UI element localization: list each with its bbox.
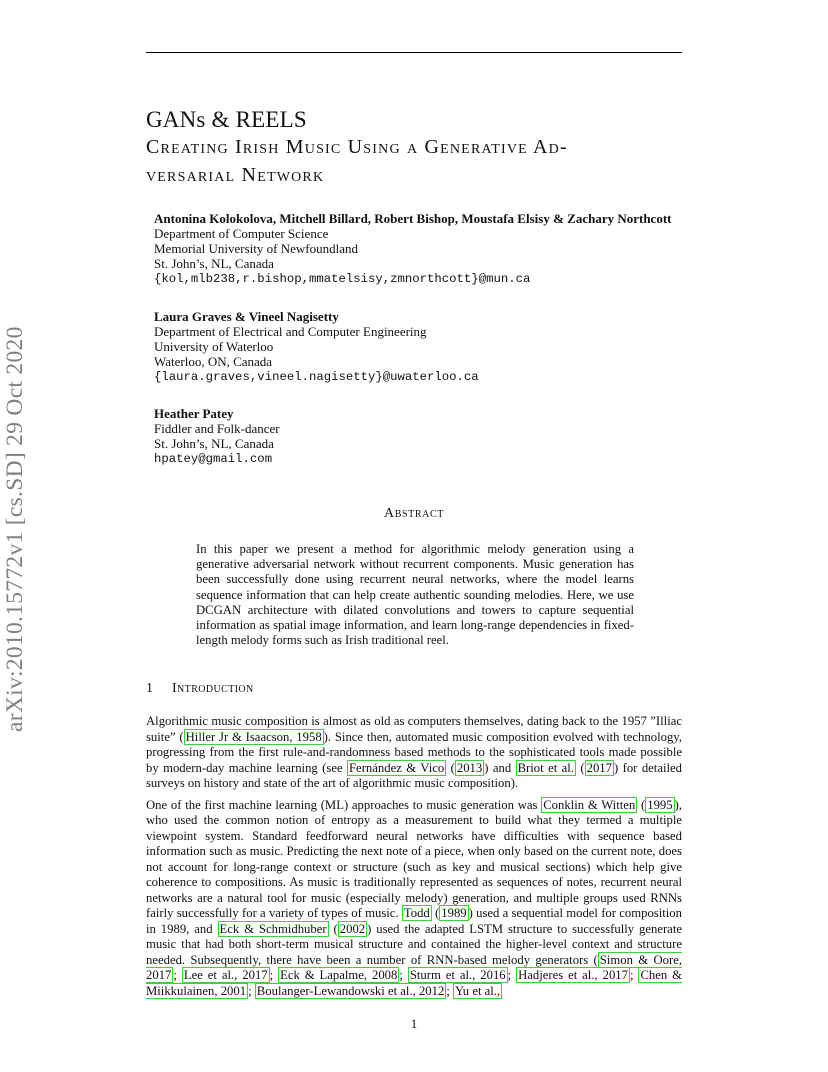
affiliation-line: Fiddler and Folk-dancer: [154, 421, 280, 436]
citation-link[interactable]: Boulanger-Lewandowski et al., 2012: [256, 983, 445, 998]
citation-link[interactable]: Fernández & Vico: [349, 760, 445, 775]
author-names: Heather Patey: [154, 406, 234, 421]
citation-link[interactable]: Conklin & Witten: [543, 797, 636, 812]
affiliation-line: Department of Computer Science: [154, 226, 329, 241]
citation-link[interactable]: Eck & Lapalme, 2008: [280, 968, 398, 982]
citation-link[interactable]: Chen & Miikkulainen, 2001: [146, 968, 683, 998]
affiliation-line: St. John’s, NL, Canada: [154, 256, 274, 271]
title-line-2: Creating Irish Music Using a Generative Ad-: [146, 136, 568, 158]
affiliation-line: University of Waterloo: [154, 339, 274, 354]
page-number: 1: [410, 1016, 418, 1031]
affiliation-line: St. John’s, NL, Canada: [154, 436, 274, 451]
citation-link[interactable]: Hadjeres et al., 2017: [518, 968, 628, 982]
author-group-1: [154, 211, 714, 287]
paragraph: Algorithmic music composition is almost as old as computers themselves, dating back to the 1957 ”Illiac suite” ( Hiller Jr & Isaacson, 1958 ). Since then, automated music composition evolved with technology, progressing from the first rule-and-randomness based methods to the sophisticated tools made possible by modern-day machine learning (see Fernández & Vico ( 2013 ) and Briot et al. ( 2017 ) for detailed surveys on history and state of the art of algorithmic music composition).: [146, 714, 682, 790]
author-email[interactable]: hpatey@gmail.com: [154, 452, 273, 466]
citation-link[interactable]: Todd: [403, 906, 430, 920]
citation-link[interactable]: 1995: [647, 797, 673, 812]
citation-link[interactable]: 2017: [586, 760, 612, 775]
section-title: Introduction: [172, 681, 254, 696]
citation-link[interactable]: 2002: [339, 921, 366, 936]
citation-link[interactable]: Simon & Oore, 2017: [146, 952, 682, 982]
author-names: Laura Graves & Vineel Nagisetty: [154, 309, 339, 324]
abstract-text: In this paper we present a method for algorithmic melody generation using a generative adversarial network without recurrent components. Music generation has been successfully done using recurrent neural networks, where the model learns sequence information that can help create authentic sounding melodies. Here, we use DCGAN architecture with dilated convolutions and towers to capture sequential information as spatial image information, and learn long-range dependencies in fixed-length melody forms such as Irish traditional reel.: [196, 542, 634, 648]
affiliation-line: Memorial University of Newfoundland: [154, 241, 358, 256]
title-line-3: versarial Network: [146, 164, 325, 186]
citation-link[interactable]: Sturm et al., 2016: [409, 968, 506, 982]
author-group-2: [154, 309, 714, 385]
citation-link[interactable]: 2013: [456, 760, 483, 775]
paper-title: [146, 106, 706, 189]
body-text: [146, 714, 682, 1005]
abstract-heading: Abstract: [384, 506, 444, 521]
paragraph: One of the first machine learning (ML) approaches to music generation was Conklin & Witten ( 1995 ), who used the common notion of entropy as a measurement to build what they termed a multiple viewpoint system. Standard feedforward neural networks have difficulties with sequence based information such as music. Predicting the next note of a piece, when only based on the current note, does not account for long-range context or structure (such as key and musical sections) which help give coherence to compositions. As music is traditionally represented as sequences of notes, recurrent neural networks are a natural tool for music (especially melody) generation, and multiple groups used RNNs fairly successfully for a variety of types of music. Todd ( 1989 ) used a sequential model for composition in 1989, and Eck & Schmidhuber ( 2002 ) used the adapted LSTM structure to successfully generate music that had both short-term musical structure and contained the higher-level context and structure needed. Subsequently, there have been a number of RNN-based melody generators ( Simon & Oore, 2017 ; Lee et al., 2017 ; Eck & Lapalme, 2008 ; Sturm et al., 2016 ; Hadjeres et al., 2017 ; Chen & Miikkulainen, 2001 ; Boulanger-Lewandowski et al., 2012 ; Yu et al.,: [146, 797, 683, 998]
citation-link[interactable]: Eck & Schmidhuber: [219, 921, 327, 936]
arxiv-stamp: arXiv:2010.15772v1 [cs.SD] 29 Oct 2020: [2, 326, 28, 732]
citation-link[interactable]: Lee et al., 2017: [183, 968, 268, 982]
citation-link[interactable]: 1989: [441, 906, 467, 920]
section-number: 1: [146, 681, 154, 696]
author-group-3: [154, 406, 714, 467]
citation-link[interactable]: Hiller Jr & Isaacson, 1958: [185, 729, 322, 744]
citation-link[interactable]: Briot et al.: [517, 760, 574, 775]
affiliation-line: Department of Electrical and Computer Engineering: [154, 324, 427, 339]
citation-link[interactable]: Yu et al.,: [455, 983, 501, 998]
title-line-1: GANs & REELS: [146, 107, 307, 132]
author-email[interactable]: {kol,mlb238,r.bishop,mmatelsisy,zmnorthcott}@mun.ca: [154, 272, 531, 286]
affiliation-line: Waterloo, ON, Canada: [154, 354, 273, 369]
author-names: Antonina Kolokolova, Mitchell Billard, Robert Bishop, Moustafa Elsisy & Zachary Northcott: [154, 211, 672, 226]
section-heading: [146, 681, 254, 697]
top-rule: [146, 52, 682, 53]
author-email[interactable]: {laura.graves,vineel.nagisetty}@uwaterloo.ca: [154, 370, 479, 384]
